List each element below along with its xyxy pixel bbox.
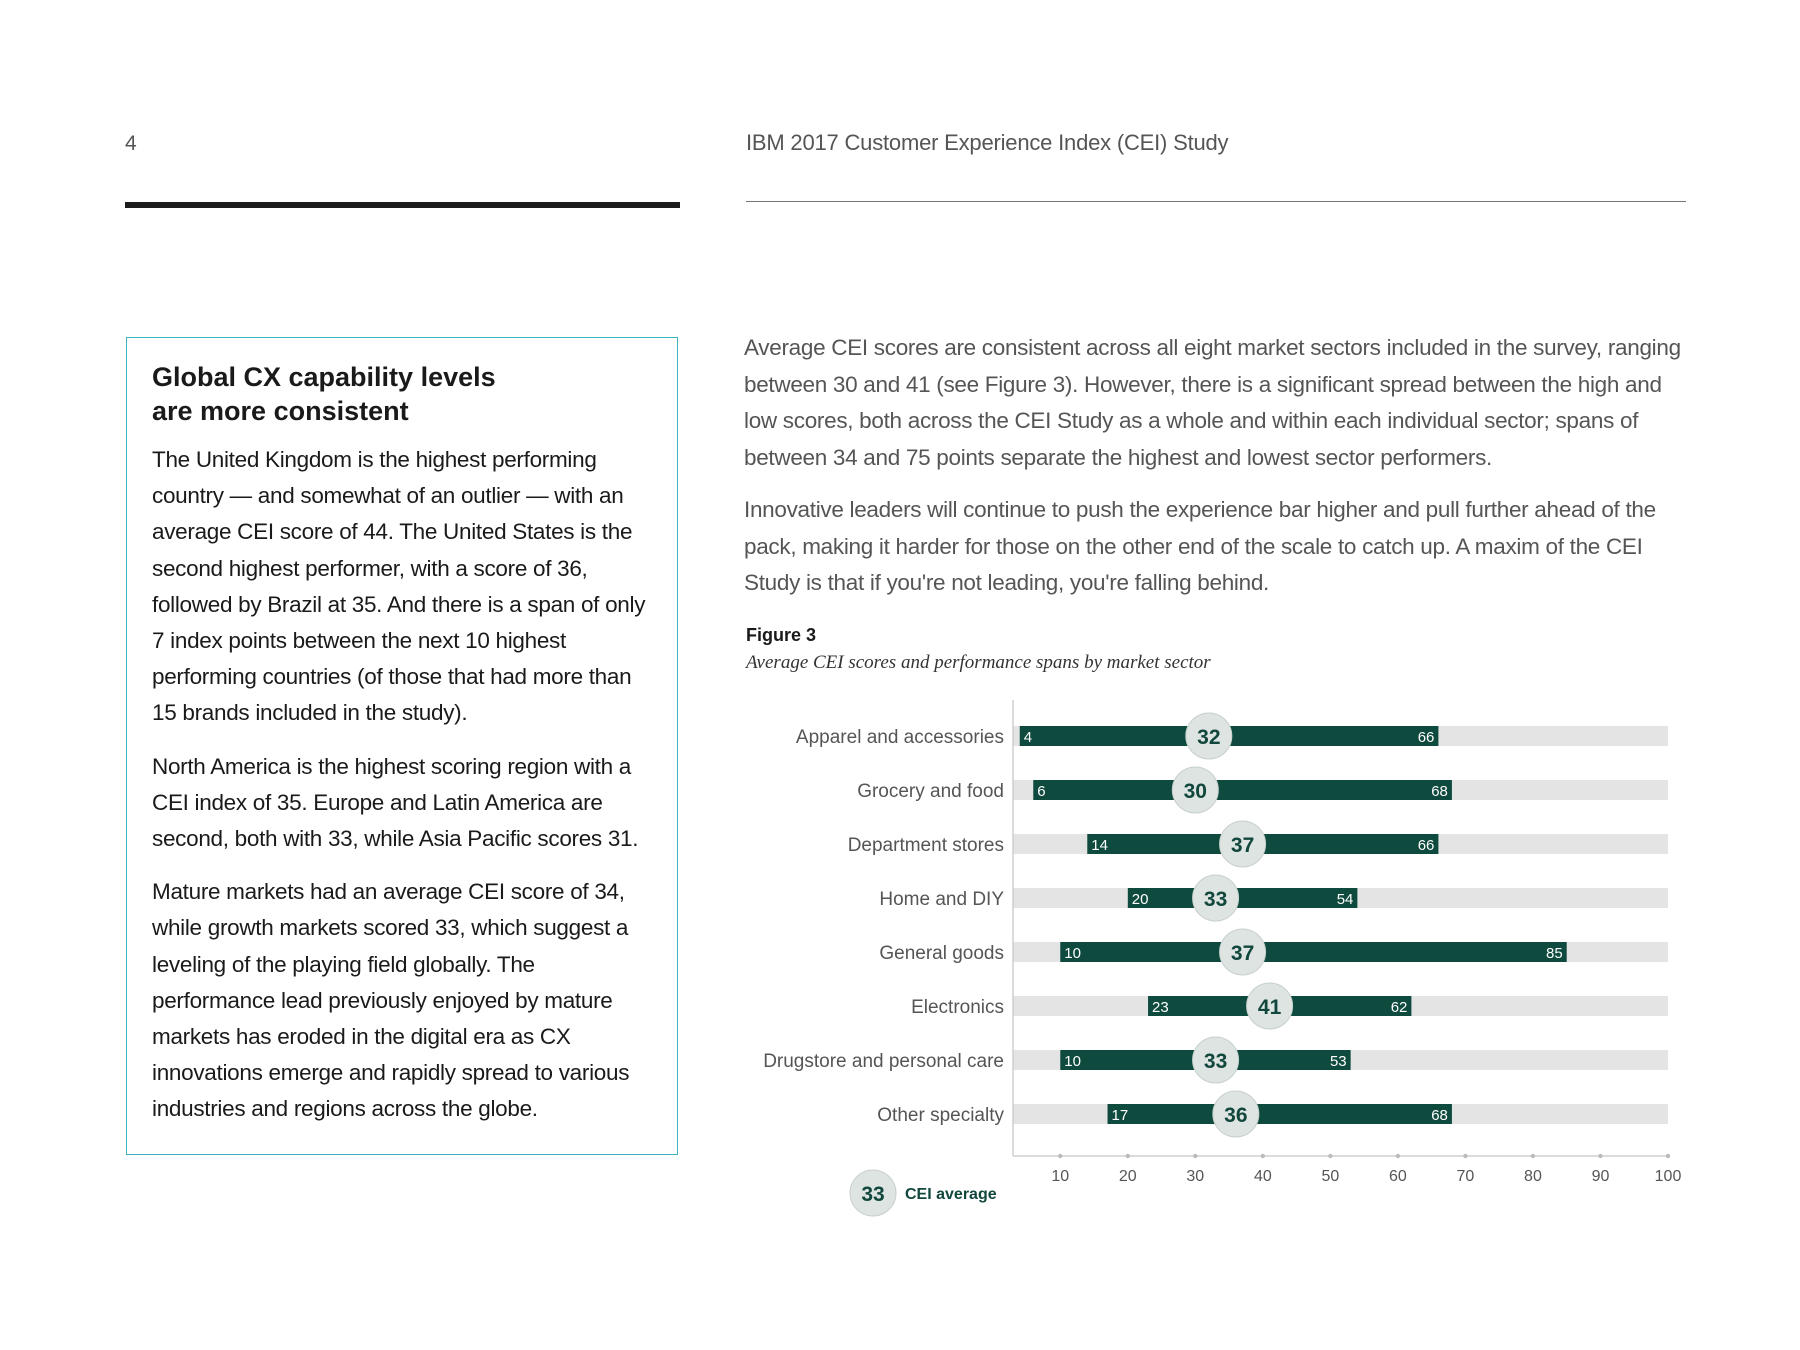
x-tick-label: 50 (1321, 1168, 1340, 1185)
span-bar (1060, 942, 1566, 962)
x-tick-dot (1666, 1154, 1670, 1158)
high-value-label: 85 (1546, 945, 1563, 962)
low-value-label: 4 (1023, 729, 1033, 746)
x-tick-label: 40 (1253, 1168, 1272, 1185)
x-tick-dot (1396, 1154, 1400, 1158)
low-value-label: 10 (1064, 1053, 1081, 1070)
x-tick-dot (1126, 1154, 1130, 1158)
span-bar (1128, 888, 1358, 908)
x-tick-dot (1328, 1154, 1332, 1158)
sidebar-heading-line1: Global CX capability levels (152, 362, 496, 392)
low-value-label: 17 (1111, 1107, 1129, 1124)
x-tick-dot (1531, 1154, 1535, 1158)
x-tick-label: 80 (1524, 1168, 1542, 1185)
average-value-label: 33 (1203, 1050, 1228, 1073)
low-value-label: 14 (1091, 837, 1108, 854)
high-value-label: 54 (1336, 891, 1354, 908)
category-label: Department stores (847, 835, 1004, 856)
x-tick-label: 20 (1118, 1168, 1137, 1185)
high-value-label: 53 (1329, 1053, 1347, 1070)
category-label: Apparel and accessories (795, 727, 1004, 748)
x-tick-dot (1261, 1154, 1265, 1158)
low-value-label: 23 (1152, 999, 1169, 1016)
category-label: Grocery and food (857, 781, 1004, 802)
x-tick-label: 70 (1456, 1168, 1475, 1185)
x-tick-dot (1193, 1154, 1197, 1158)
running-title: IBM 2017 Customer Experience Index (CEI) Study (746, 130, 1229, 155)
category-label: Electronics (911, 997, 1004, 1018)
legend-value: 33 (861, 1183, 885, 1206)
span-bar (1108, 1104, 1452, 1124)
x-tick-dot (1058, 1154, 1062, 1158)
sidebar-paragraph-2: North America is the highest scoring region with a CEI index of 35. Europe and Latin America are second, both with 33, while Asia Pacific scores 31. (152, 753, 639, 852)
x-tick-dot (1598, 1154, 1602, 1158)
high-value-label: 66 (1417, 837, 1435, 854)
header-rule-thin (746, 201, 1686, 202)
header-rule-thick (125, 202, 680, 208)
main-text (744, 330, 1694, 618)
x-tick-label: 90 (1591, 1168, 1610, 1185)
average-value-label: 41 (1257, 996, 1282, 1019)
average-value-label: 37 (1230, 942, 1255, 965)
sidebar-paragraph-3: Mature markets had an average CEI score of 34, while growth markets scored 33, which suggest a leveling of the playing field globally. The performance lead previously enjoyed by mature markets has eroded in the digital era as CX innovations emerge and rapidly spread to various industries and regions across the globe. (152, 879, 630, 1122)
low-value-label: 20 (1131, 891, 1149, 908)
high-value-label: 62 (1390, 999, 1408, 1016)
average-value-label: 37 (1230, 834, 1255, 857)
category-label: Other specialty (877, 1105, 1004, 1126)
average-value-label: 36 (1224, 1104, 1248, 1127)
x-tick-label: 100 (1654, 1168, 1682, 1185)
page-number: 4 (125, 132, 137, 155)
x-tick-label: 10 (1051, 1168, 1070, 1185)
figure-label: Figure 3 (746, 625, 817, 645)
low-value-label: 10 (1064, 945, 1081, 962)
average-value-label: 30 (1183, 780, 1207, 803)
category-label: Drugstore and personal care (763, 1051, 1004, 1072)
figure-caption: Average CEI scores and performance spans by market sector (746, 652, 1211, 673)
cei-range-chart (740, 700, 1690, 1230)
average-value-label: 32 (1197, 726, 1221, 749)
span-bar (1033, 780, 1452, 800)
sidebar-heading-line2: are more consistent (152, 396, 409, 426)
sidebar-paragraph-1: The United Kingdom is the highest performing country — and somewhat of an outlier — with an average CEI score of 44. The United States is the second highest performer, with a score of 36, followed by Brazil at 35. And there is a span of only 7 index points between the next 10 highest performing countries (of those that had more than 15 brands included in the study). (152, 447, 646, 726)
x-tick-dot (1463, 1154, 1467, 1158)
low-value-label: 6 (1037, 783, 1046, 800)
high-value-label: 68 (1431, 1107, 1448, 1124)
legend-label: CEI average (905, 1186, 997, 1203)
main-paragraph-1: Average CEI scores are consistent across all eight market sectors included in the survey, ranging between 30 and 41 (see Figure 3). However, there is a significant spread between the high and low scores, both across the CEI Study as a whole and within each individual sector; spans of between 34 and 75 points separate the highest and lowest sector performers. (744, 335, 1681, 470)
average-value-label: 33 (1203, 888, 1228, 911)
sidebar-box (126, 337, 678, 1155)
high-value-label: 68 (1431, 783, 1448, 800)
high-value-label: 66 (1417, 729, 1435, 746)
x-tick-label: 30 (1186, 1168, 1205, 1185)
main-paragraph-2: Innovative leaders will continue to push the experience bar higher and pull further ahead of the pack, making it harder for those on the other end of the scale to catch up. A maxim of the CEI Study is that if you're not leading, you're falling behind. (744, 497, 1656, 595)
category-label: Home and DIY (879, 889, 1004, 910)
sidebar-heading (152, 360, 653, 428)
x-tick-label: 60 (1388, 1168, 1407, 1185)
category-label: General goods (879, 943, 1004, 964)
